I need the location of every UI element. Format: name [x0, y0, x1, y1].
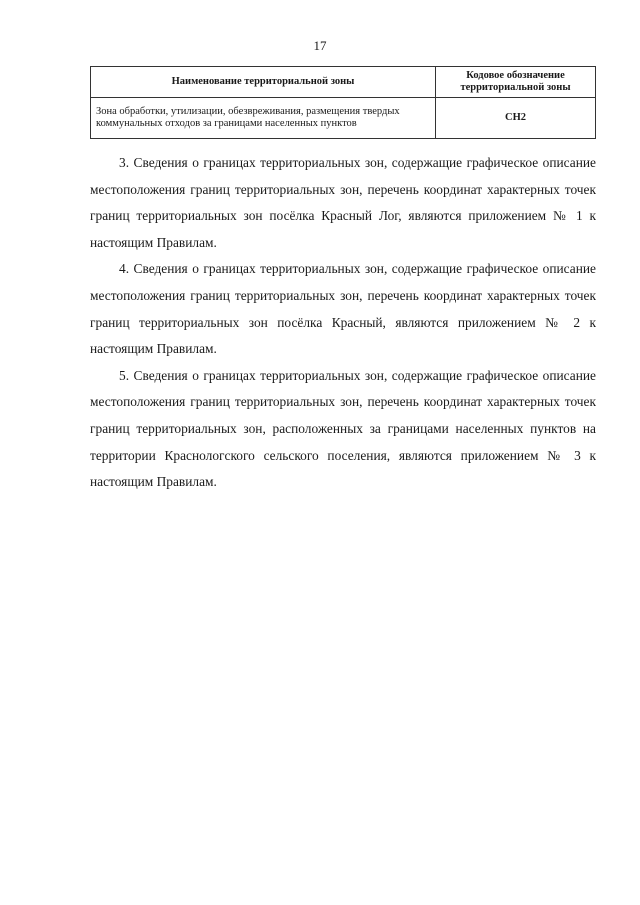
paragraph-4: 4. Сведения о границах территориальных зон, содержащие графическое описание местоположения границ территориальных зон, перечень координат характерных точек границ территориальных зон посёлка Красный, являются приложением № 2 к настоящим Правилам. [90, 261, 596, 357]
table-header-row [91, 67, 596, 98]
header-zone-name: Наименование территориальной зоны [91, 67, 436, 98]
page-number: 17 [313, 38, 327, 53]
zone-name-cell: Зона обработки, утилизации, обезвреживания, размещения твердых коммунальных отходов за границами населенных пунктов [91, 98, 436, 139]
zones-table [90, 66, 596, 139]
zone-code-cell: СН2 [436, 98, 596, 139]
header-zone-code: Кодовое обозначение территориальной зоны [436, 67, 596, 98]
paragraph-5: 5. Сведения о границах территориальных зон, содержащие графическое описание местоположения границ территориальных зон, перечень координат характерных точек границ территориальных зон, расположенных за границами населенных пунктов на территории Краснологского сельского поселения, являются приложением № 3 к настоящим Правилам. [90, 367, 596, 490]
table-row [91, 98, 596, 139]
body-text [90, 150, 596, 496]
paragraph-3: 3. Сведения о границах территориальных зон, содержащие графическое описание местоположения границ территориальных зон, перечень координат характерных точек границ территориальных зон посёлка Красный Лог, являются приложением № 1 к настоящим Правилам. [90, 155, 596, 250]
